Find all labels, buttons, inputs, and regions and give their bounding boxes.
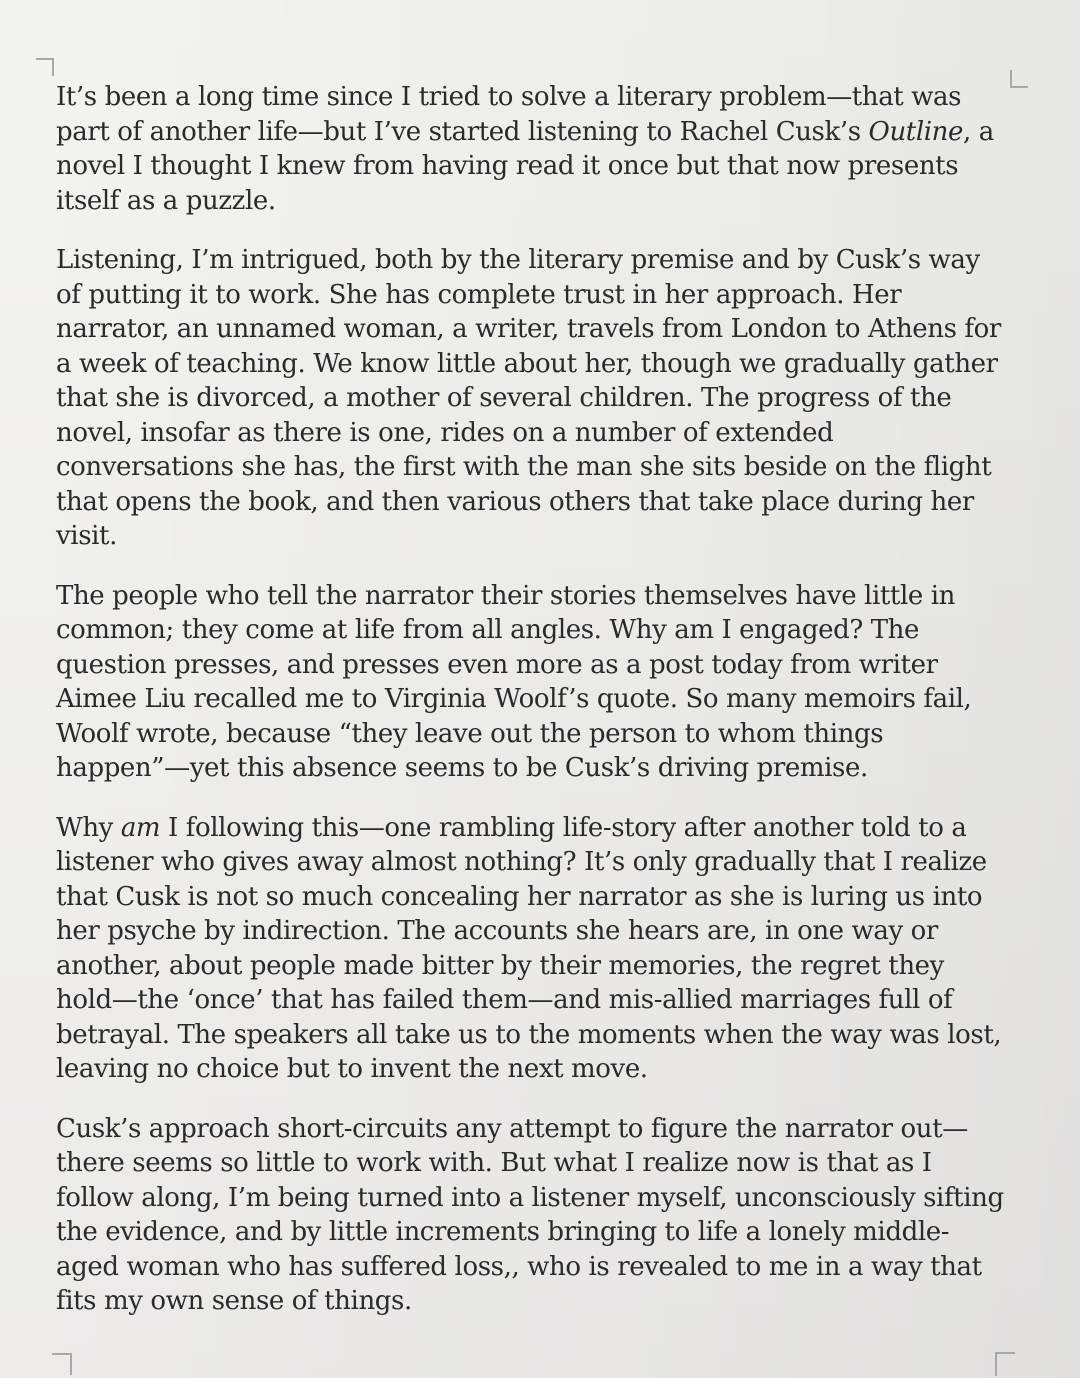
crop-mark-top-right	[1010, 70, 1028, 88]
paragraph-3-run-1: The people who tell the narrator their stories themselves have little in common; they come at life from all angles. Why am I engaged? The question presses, and presses even more as a post today from writer Aimee Liu recalled me to Virginia Woolf’s quote. So many memoirs fail, Woolf wrote, because “they leave out the person to whom things happen”—yet this absence seems to be Cusk’s driving premise.	[56, 580, 972, 783]
paragraph-1-run-1: It’s been a long time since I tried to solve a literary problem—that was part of another life—but I’ve started listening to Rachel Cusk’s	[56, 82, 962, 147]
crop-mark-bottom-left	[52, 1353, 72, 1375]
paragraph-2	[56, 243, 1006, 554]
crop-mark-bottom-right	[995, 1352, 1015, 1376]
paragraph-4	[56, 811, 1006, 1087]
document-body	[56, 80, 1006, 1344]
paragraph-1	[56, 80, 1006, 218]
paragraph-5	[56, 1112, 1006, 1319]
paragraph-5-run-1: Cusk’s approach short-circuits any attempt to figure the narrator out—there seems so little to work with. But what I realize now is that as I follow along, I’m being turned into a listener myself, unconsciously sifting the evidence, and by little increments bringing to life a lonely middle-aged woman who has suffered loss,, who is revealed to me in a way that fits my own sense of things.	[56, 1113, 1004, 1316]
paragraph-3	[56, 579, 1006, 786]
crop-mark-top-left	[36, 58, 54, 76]
paragraph-4-run-3: I following this—one rambling life-story after another told to a listener who gives away almost nothing? It’s only gradually that I realize that Cusk is not so much concealing her narrator as she is luring us into her psyche by indirection. The accounts she hears are, in one way or another, about people made bitter by their memories, the regret they hold—the ‘once’ that has failed them—and mis-allied marriages full of betrayal. The speakers all take us to the moments when the way was lost, leaving no choice but to invent the next move.	[56, 812, 1002, 1084]
paragraph-2-run-1: Listening, I’m intrigued, both by the literary premise and by Cusk’s way of putting it to work. She has complete trust in her approach. Her narrator, an unnamed woman, a writer, travels from London to Athens for a week of teaching. We know little about her, though we gradually gather that she is divorced, a mother of several children. The progress of the novel, insofar as there is one, rides on a number of extended conversations she has, the first with the man she sits beside on the flight that opens the book, and then various others that take place during her visit.	[56, 245, 1001, 551]
paragraph-1-run-3: , a novel I thought I knew from having read it once but that now presents itself as a puzzle.	[56, 116, 994, 216]
paragraph-1-run-2-italic: Outline	[868, 116, 964, 147]
paragraph-4-run-2-italic: am	[120, 812, 161, 843]
paragraph-4-run-1: Why	[56, 812, 121, 843]
